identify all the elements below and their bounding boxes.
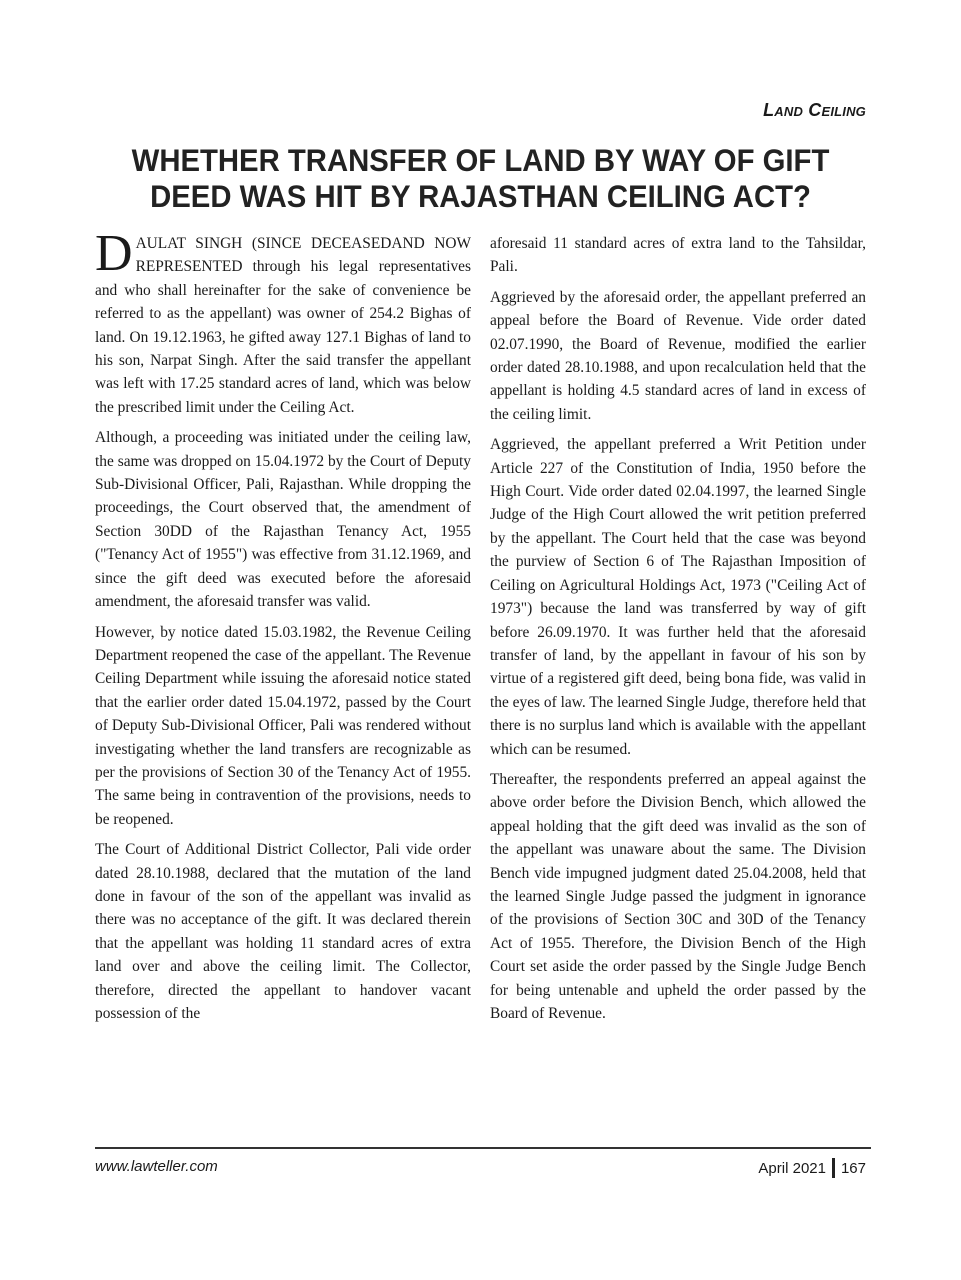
page-number: 167 [840,1159,866,1177]
paragraph: However, by notice dated 15.03.1982, the Revenue Ceiling Department reopened the case of the appellant. The Revenue Ceiling Department while issuing the aforesaid notice stated that the earlier order dated 15.04.1972, passed by the Court of Deputy Sub-Divisional Officer, Pali was rendered without investigating whether the land transfers are recognizable as per the provisions of Section 30 of the Tenancy Act of 1955. The same being in contravention of the provisions, needs to be reopened. [95,623,471,828]
paragraph: Aggrieved, the appellant preferred a Writ Petition under Article 227 of the Constitution of India, 1950 before the High Court. Vide order dated 02.04.1997, the learned Single Judge of the High Court allowed the writ petition preferred by the appellant. The Court held that the case was beyond the purview of Section 6 of The Rajasthan Imposition of Ceiling on Agricultural Holdings Act, 1973 ("Ceiling Act of 1973") because the land was transferred by way of gift before 26.09.1970. It was further held that the aforesaid transfer of land, by the appellant in favour of his son by virtue of a registered gift deed, being bona fide, was valid in the eyes of law. The learned Single Judge, therefore held that there is no surplus land which is available with the appellant which can be resumed. [490,436,866,758]
paragraph: DAULAT SINGH (SINCE DECEASEDAND NOW REPRESENTED through his legal representatives and who shall hereinafter for the sake of convenience be referred to as the appellant) was owner of 254.2 Bighas of land. On 19.12.1963, he gifted away 127.1 Bighas of land to his son, Narpat Singh. After the said transfer the appellant was left with 17.25 standard acres of land, which was below the prescribed limit under the Ceiling Act. [95,225,471,416]
paragraph: Aggrieved by the aforesaid order, the appellant preferred an appeal before the Board of Revenue. Vide order dated 02.07.1990, the Board of Revenue, modified the earlier order dated 28.10.1988, and upon recalculation held that the appellant is holding 4.5 standard acres of land in excess of the ceiling limit. [490,288,866,423]
paragraph: Although, a proceeding was initiated under the ceiling law, the same was dropped on 15.04.1972 by the Court of Deputy Sub-Divisional Officer, Pali, Rajasthan. While dropping the proceedings, the Court observed that, the amendment of Section 30DD of the Rajasthan Tenancy Act, 1955 ("Tenancy Act of 1955") was effective from 31.12.1969, and since the gift deed was executed before the aforesaid amendment, the aforesaid transfer was valid. [95,429,471,611]
article-title: WHETHER TRANSFER OF LAND BY WAY OF GIFT DEED WAS HIT BY RAJASTHAN CEILING ACT? [131,142,830,214]
left-column [95,225,471,1032]
section-label: Land Ceiling [763,100,866,120]
separator [832,1158,835,1178]
right-column [490,232,866,1032]
page-info [758,1158,866,1178]
paragraph: Thereafter, the respondents preferred an appeal against the above order before the Division Bench, which allowed the appeal holding that the gift deed was invalid as the son of the appellant was unaware about the same. The Division Bench vide impugned judgment dated 25.04.2008, held that the learned Single Judge passed the judgment in ignorance of the provisions of Section 30C and 30D of the Tenancy Act of 1955. Therefore, the Division Bench of the High Court set aside the order passed by the Single Judge Bench for being untenable and upheld the order passed by the Board of Revenue. [490,770,866,1022]
issue-date: April 2021 [758,1159,826,1177]
paragraph: The Court of Additional District Collector, Pali vide order dated 28.10.1988, declared that the mutation of the land done in favour of the son of the appellant was invalid as there was no acceptance of the gift. It was declared therein that the appellant was holding 11 standard acres of extra land over and above the ceiling limit. The Collector, therefore, directed the appellant to handover vacant possession of the [95,841,471,1022]
drop-cap: D [95,225,133,282]
footer-divider [95,1147,871,1149]
paragraph: aforesaid 11 standard acres of extra land to the Tahsildar, Pali. [490,235,866,276]
website-link[interactable]: www.lawteller.com [95,1158,218,1175]
